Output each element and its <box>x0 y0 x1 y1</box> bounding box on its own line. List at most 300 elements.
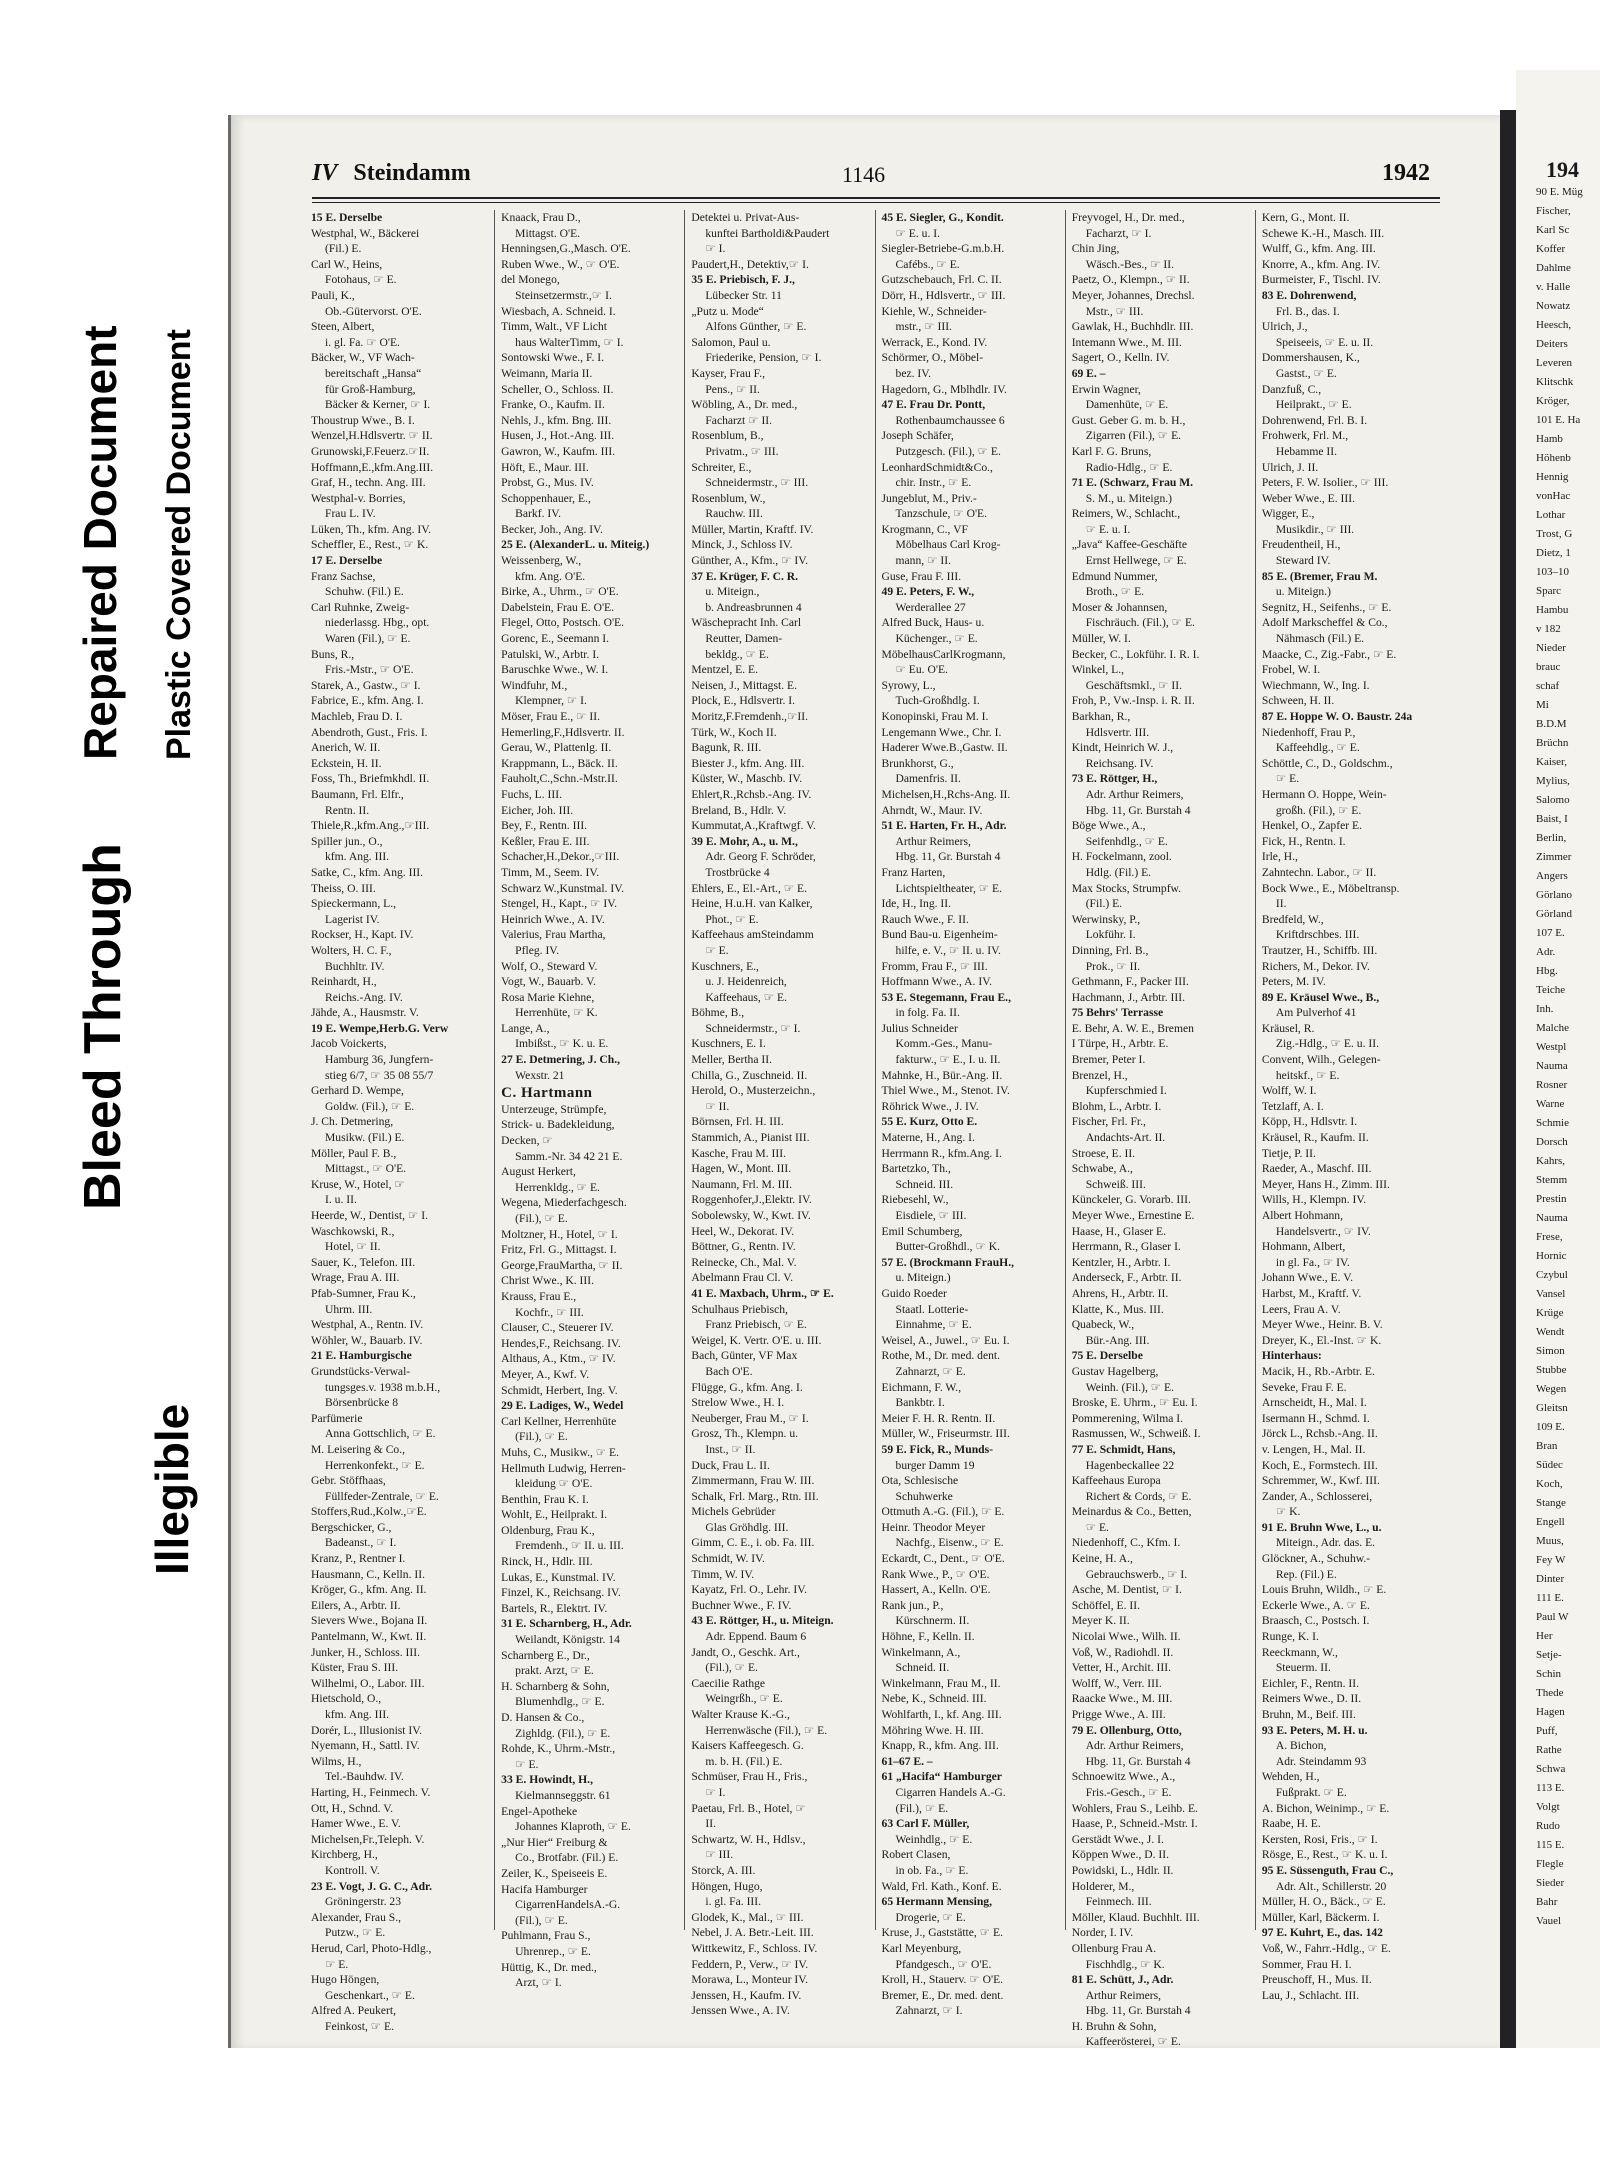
directory-entry: Spiller jun., O., <box>311 834 383 848</box>
directory-entry: Hoffmann Wwe., A. IV. <box>881 975 992 989</box>
directory-entry: Hebamme II. <box>1275 444 1338 458</box>
directory-entry: Kummutat,A.,Kraftwgf. V. <box>691 819 816 833</box>
directory-entry: Schnoewitz Wwe., A., <box>1071 1770 1176 1784</box>
neighbor-line: Prestin <box>1536 1193 1567 1205</box>
directory-entry: Krauss, Frau E., <box>501 1289 577 1303</box>
directory-entry: Trostbrücke 4 <box>705 865 770 879</box>
directory-entry: Dorér, L., Illusionist IV. <box>311 1723 423 1737</box>
directory-entry: Richers, M., Dekor. IV. <box>1261 959 1370 973</box>
house-number-entry: 29 E. Ladiges, W., Wedel <box>501 1399 624 1413</box>
directory-entry: A. Bichon, Weinimp., ☞ E. <box>1261 1801 1390 1815</box>
directory-entry: Steinsetzermstr.,☞ I. <box>515 288 612 302</box>
directory-entry: Buchhltr. IV. <box>325 959 385 973</box>
neighbor-line: Flegle <box>1536 1858 1564 1870</box>
directory-entry: Fischer, Frl. Fr., <box>1071 1115 1146 1129</box>
directory-entry: Rank Wwe., P., ☞ O'E. <box>881 1567 990 1581</box>
directory-entry: Puhlmann, Frau S., <box>501 1929 591 1943</box>
directory-entry: Tel.-Bauhdw. IV. <box>325 1770 404 1784</box>
directory-entry: Moser & Johannsen, <box>1071 600 1168 614</box>
directory-entry: Wiechmann, W., Ing. I. <box>1261 678 1370 692</box>
directory-entry: Rauch Wwe., F. II. <box>881 912 969 926</box>
directory-entry: Meyer Wwe., Ernestine E. <box>1071 1209 1195 1222</box>
neighbor-line: Teiche <box>1536 984 1566 996</box>
directory-entry: Lüken, Th., kfm. Ang. IV. <box>311 522 432 536</box>
directory-entry: Schweiß. III. <box>1085 1177 1146 1191</box>
directory-entry: Richert & Cords, ☞ E. <box>1085 1489 1192 1503</box>
directory-entry: Danzfuß, C., <box>1261 382 1322 396</box>
directory-entry: Badeanst., ☞ I. <box>325 1536 397 1550</box>
directory-entry: Birke, A., Uhrm., ☞ O'E. <box>501 585 619 599</box>
directory-entry: Gebr. Stöffhaas, <box>311 1474 386 1488</box>
directory-entry: Freyvogel, H., Dr. med., <box>1071 211 1185 224</box>
directory-entry: Guse, Frau F. III. <box>881 569 962 583</box>
directory-entry: Steen, Albert, <box>311 320 375 334</box>
directory-entry: Michelsen,H.,Rchs-Ang. II. <box>881 787 1011 801</box>
directory-entry: Weimann, Maria II. <box>501 366 593 380</box>
directory-entry: Heinrich Wwe., A. IV. <box>501 912 605 926</box>
directory-entry: Tietje, P. II. <box>1261 1146 1316 1160</box>
directory-entry: Powidski, L., Hdlr. II. <box>1071 1863 1174 1877</box>
directory-entry: Voß, W., Radiohdl. II. <box>1071 1645 1174 1659</box>
directory-entry: Eisdiele, ☞ III. <box>895 1209 967 1222</box>
directory-entry: prakt. Arzt, ☞ E. <box>515 1664 594 1678</box>
directory-entry: Storck, A. III. <box>691 1863 756 1877</box>
directory-entry: Vetter, H., Archit. III. <box>1071 1661 1172 1675</box>
house-number-entry: 43 E. Röttger, H., u. Miteign. <box>691 1614 834 1628</box>
neighbor-line: Malche <box>1536 1022 1569 1034</box>
directory-entry: Rinck, H., Hdlr. III. <box>501 1555 593 1569</box>
neighbor-line: Dahlme <box>1536 262 1571 274</box>
directory-entry: Holderer, M., <box>1071 1879 1135 1893</box>
directory-entry: Raacke Wwe., M. III. <box>1071 1692 1173 1706</box>
directory-entry: Alfred Buck, Haus- u. <box>881 616 985 630</box>
directory-entry: Pfandgesch., ☞ O'E. <box>895 1957 992 1971</box>
neighbor-line: Salomo <box>1536 794 1570 806</box>
directory-entry: ☞ Eu. O'E. <box>895 663 948 677</box>
directory-entry: Gawlak, H., Buchhdlr. III. <box>1071 320 1194 334</box>
directory-entry: kleidung ☞ O'E. <box>515 1477 593 1491</box>
directory-columns <box>305 210 1445 2049</box>
neighbor-line: Brüchn <box>1536 737 1569 749</box>
neighbor-line: 107 E. <box>1536 927 1565 939</box>
directory-entry: Möller, Klaud. Buchhlt. III. <box>1071 1910 1200 1924</box>
directory-entry: (Fil.), ☞ E. <box>705 1661 758 1675</box>
neighbor-line: Gleitsn <box>1536 1402 1568 1414</box>
directory-entry: Hagenbeckallee 22 <box>1085 1458 1175 1472</box>
directory-entry: Wohlt, E., Heilprakt. I. <box>501 1508 608 1522</box>
directory-entry: Lange, A., <box>501 1021 550 1035</box>
directory-entry: Herrenkonfekt., ☞ E. <box>325 1458 425 1472</box>
book-gutter <box>1500 110 1516 2055</box>
directory-entry: Guido Roeder <box>881 1286 947 1300</box>
directory-entry: Radio-Hdlg., ☞ E. <box>1085 460 1173 474</box>
neighbor-line: Sieder <box>1536 1877 1565 1889</box>
directory-entry: Jungeblut, M., Priv.- <box>881 491 977 505</box>
directory-entry: Franke, O., Kaufm. II. <box>501 398 605 412</box>
directory-entry: Adr. Georg F. Schröder, <box>705 850 816 864</box>
directory-entry: Fauholt,C.,Schn.-Mstr.II. <box>501 772 618 786</box>
directory-entry: Gutzschebauch, Frl. C. II. <box>881 273 1002 287</box>
directory-entry: Pommerening, Wilma I. <box>1071 1411 1184 1425</box>
directory-entry: Hemerling,F.,Hdlsvertr. II. <box>501 725 625 739</box>
directory-entry: Heinr. Theodor Meyer <box>881 1520 986 1534</box>
directory-entry: Julius Schneider <box>881 1021 958 1035</box>
neighbor-line: Görlano <box>1536 889 1573 901</box>
directory-entry: Hbg. 11, Gr. Burstah 4 <box>1085 2004 1191 2018</box>
directory-entry: Neuberger, Frau M., ☞ I. <box>691 1411 809 1425</box>
neighbor-line: Paul W <box>1536 1611 1569 1623</box>
directory-entry: Windfuhr, M., <box>501 678 568 692</box>
directory-entry: George,FrauMartha, ☞ II. <box>501 1258 623 1272</box>
directory-entry: Sobolewsky, W., Kwt. IV. <box>691 1209 811 1222</box>
tag-illegible: Illegible <box>146 1403 198 1575</box>
directory-entry: Kern, G., Mont. II. <box>1261 211 1350 224</box>
neighbor-line: Vauel <box>1536 1915 1562 1927</box>
directory-entry: Bäcker, W., VF Wach- <box>311 351 415 365</box>
house-number-entry: 17 E. Derselbe <box>311 554 383 568</box>
house-number-entry: 65 Hermann Mensing, <box>881 1895 992 1909</box>
directory-entry: Barkhan, R., <box>1071 710 1131 723</box>
directory-entry: Einnahme, ☞ E. <box>895 1318 972 1332</box>
directory-entry: Kroll, H., Stauerv. ☞ O'E. <box>881 1973 1004 1987</box>
directory-entry: Haase, H., Glaser E. <box>1071 1224 1167 1238</box>
neighbor-line: Schmie <box>1536 1117 1569 1129</box>
house-number-entry: 37 E. Krüger, F. C. R. <box>691 569 799 583</box>
directory-entry: Lübecker Str. 11 <box>705 288 782 302</box>
directory-entry: Höhne, F., Kelln. II. <box>881 1630 975 1644</box>
directory-entry: Thiel Wwe., M., Stenot. IV. <box>881 1084 1010 1098</box>
directory-entry: burger Damm 19 <box>895 1458 975 1472</box>
directory-entry: Morawa, L., Monteur IV. <box>691 1973 809 1987</box>
directory-entry: Preuschoff, H., Mus. II. <box>1261 1973 1372 1987</box>
neighbor-line: brauc <box>1536 661 1561 673</box>
directory-entry: Jörck L., Rchsb.-Ang. II. <box>1261 1427 1378 1441</box>
directory-entry: Paetau, Frl. B., Hotel, ☞ <box>691 1801 806 1815</box>
directory-entry: Kriftdrschbes. III. <box>1275 928 1360 942</box>
directory-entry: Schremmer, W., Kwf. III. <box>1261 1474 1380 1488</box>
directory-entry: Henningsen,G.,Masch. O'E. <box>501 242 631 256</box>
directory-entry: Schmidt, Herbert, Ing. V. <box>501 1383 618 1397</box>
neighbor-line: Mi <box>1536 699 1549 711</box>
directory-entry: Tanzschule, ☞ O'E. <box>895 507 988 521</box>
directory-entry: Adr. Steindamm 93 <box>1275 1754 1367 1768</box>
neighbor-line: v 182 <box>1536 623 1561 635</box>
directory-entry: Müller, W., Friseurmstr. III. <box>881 1427 1010 1441</box>
directory-entry: Freudentheil, H., <box>1261 538 1341 552</box>
directory-entry: Rauchw. III. <box>705 507 763 521</box>
directory-entry: Zimmermann, Frau W. III. <box>691 1474 815 1488</box>
directory-entry: Strick- u. Badekleidung, <box>501 1118 615 1132</box>
directory-entry: ☞ E. <box>515 1757 539 1771</box>
directory-entry: Gust. Geber G. m. b. H., <box>1071 413 1186 427</box>
directory-entry: Frau L. IV. <box>325 507 376 521</box>
house-number-entry: C. Hartmann <box>501 1085 593 1102</box>
directory-entry: ☞ K. <box>1275 1505 1301 1519</box>
directory-entry: Flegel, Otto, Postsch. O'E. <box>501 616 625 630</box>
directory-entry: August Herkert, <box>501 1165 576 1179</box>
directory-entry: Zahnarzt, ☞ E. <box>895 1364 966 1378</box>
neighbor-line: Her <box>1536 1630 1553 1642</box>
directory-entry: ☞ E. <box>325 1957 349 1971</box>
directory-entry: Detektei u. Privat-Aus- <box>691 211 800 224</box>
directory-entry: Müller, Karl, Bäckerm. I. <box>1261 1910 1380 1924</box>
directory-entry: Dabelstein, Frau E. O'E. <box>501 600 615 614</box>
directory-entry: Rasmussen, W., Schweiß. I. <box>1071 1427 1201 1441</box>
neighbor-line: Höhenb <box>1536 452 1571 464</box>
directory-entry: Abendroth, Gust., Fris. I. <box>311 725 428 739</box>
directory-entry: Bagunk, R. III. <box>691 741 762 755</box>
directory-entry: Ehlert,R.,Rchsb.-Ang. IV. <box>691 787 812 801</box>
house-number-entry: 61–67 E. – <box>881 1754 933 1768</box>
directory-entry: Prok., ☞ II. <box>1085 959 1141 973</box>
directory-entry: Böhme, B., <box>691 1006 745 1020</box>
directory-entry: Salomon, Paul u. <box>691 335 771 349</box>
directory-entry: Hugo Höngen, <box>311 1973 380 1987</box>
directory-entry: Mstr., ☞ III. <box>1085 304 1144 318</box>
neighbor-line: 101 E. Ha <box>1536 414 1581 426</box>
directory-entry: in gl. Fa., ☞ IV. <box>1275 1255 1350 1269</box>
neighbor-line: Kahrs, <box>1536 1155 1566 1167</box>
column-1 <box>305 210 494 2033</box>
directory-entry: Butter-Großhdl., ☞ K. <box>895 1240 1001 1254</box>
directory-entry: Fritz, Frl. G., Mittagst. I. <box>501 1243 617 1257</box>
directory-entry: I Türpe, H., Arbtr. E. <box>1071 1037 1169 1051</box>
directory-entry: Braasch, C., Postsch. I. <box>1261 1614 1370 1628</box>
house-number-entry: 87 E. Hoppe W. O. Baustr. 24a <box>1261 710 1413 723</box>
neighbor-line: Koffer <box>1536 243 1566 255</box>
neighbor-line: Dietz, 1 <box>1536 547 1571 559</box>
neighbor-line: Hennig <box>1536 471 1569 483</box>
directory-entry: Staatl. Lotterie- <box>895 1302 969 1316</box>
directory-entry: Rosenblum, B., <box>691 429 764 443</box>
directory-entry: Naumann, Frl. M. III. <box>691 1177 793 1191</box>
directory-entry: Winkelmann, Frau M., II. <box>881 1676 1001 1690</box>
directory-entry: ☞ E. <box>1085 1520 1109 1534</box>
directory-entry: v. Lengen, H., Mal. II. <box>1261 1442 1366 1456</box>
directory-entry: Heel, W., Dekorat. IV. <box>691 1224 795 1238</box>
directory-entry: Wiesbach, A. Schneid. I. <box>501 304 616 318</box>
house-number-entry: 53 E. Stegemann, Frau E., <box>881 990 1011 1004</box>
directory-entry: Pens., ☞ II. <box>705 382 760 396</box>
directory-entry: Siegler-Betriebe-G.m.b.H. <box>881 242 1005 256</box>
directory-entry: Irle, H., <box>1261 850 1298 864</box>
directory-entry: Schneid. II. <box>895 1661 950 1675</box>
directory-entry: Adr. Alt., Schillerstr. 20 <box>1275 1879 1387 1893</box>
directory-entry: Schuhw. (Fil.) E. <box>325 585 404 599</box>
directory-entry: Plock, E., Hdlsvertr. I. <box>691 694 796 708</box>
directory-entry: (Fil.), ☞ E. <box>515 1212 568 1225</box>
directory-entry: Chilla, G., Zuschneid. II. <box>691 1068 808 1082</box>
street-name: Steindamm <box>353 160 471 186</box>
directory-entry: u. Miteign., <box>705 585 760 599</box>
neighbor-line: Wegen <box>1536 1383 1567 1395</box>
directory-entry: kfm. Ang. III. <box>325 850 390 864</box>
directory-entry: Kielmannseggstr. 61 <box>515 1788 611 1802</box>
directory-entry: Böge Wwe., A., <box>1071 819 1146 833</box>
neighbor-line: vonHac <box>1536 490 1571 502</box>
directory-entry: Imbißst., ☞ K. u. E. <box>515 1037 609 1051</box>
directory-entry: Stengel, H., Kapt., ☞ IV. <box>501 897 617 911</box>
directory-entry: MöbelhausCarlKrogmann, <box>881 647 1006 661</box>
directory-year: 1942 <box>1382 160 1430 186</box>
directory-entry: Zahnarzt, ☞ I. <box>895 2004 963 2018</box>
house-number-entry: 21 E. Hamburgische <box>311 1349 412 1363</box>
directory-entry: Schmüser, Frau H., Fris., <box>691 1770 808 1784</box>
neighbor-line: Trost, G <box>1536 528 1573 540</box>
directory-entry: Becker, Joh., Ang. IV. <box>501 522 603 536</box>
page-bottom-margin <box>0 2048 1600 2177</box>
directory-entry: Wöhler, W., Bauarb. IV. <box>311 1333 423 1347</box>
directory-entry: Bremer, Peter I. <box>1071 1053 1146 1067</box>
directory-entry: Hamburg 36, Jungfern- <box>325 1053 434 1067</box>
directory-entry: u. J. Heidenreich, <box>705 975 787 989</box>
directory-entry: Kochfr., ☞ III. <box>515 1305 584 1319</box>
directory-entry: Timm, W. IV. <box>691 1567 755 1581</box>
neighbor-line: 113 E. <box>1536 1782 1565 1794</box>
directory-entry: Lokführ. I. <box>1085 928 1136 942</box>
directory-entry: Kaffeerösterei, ☞ E. <box>1085 2035 1181 2049</box>
neighbor-line: Görland <box>1536 908 1573 920</box>
directory-entry: Neisen, J., Mittagst. E. <box>691 678 797 692</box>
directory-entry: Thoustrup Wwe., B. I. <box>311 413 415 427</box>
directory-entry: Börsenbrücke 8 <box>325 1396 399 1410</box>
directory-entry: Krogmann, C., VF <box>881 522 968 536</box>
directory-entry: Albert Hohmann, <box>1261 1209 1343 1222</box>
neighbor-line: Schin <box>1536 1668 1562 1680</box>
directory-entry: „Java“ Kaffee-Geschäfte <box>1071 538 1188 552</box>
neighbor-line: Bahr <box>1536 1896 1558 1908</box>
directory-entry: Schulhaus Priebisch, <box>691 1302 788 1316</box>
column-2 <box>494 210 684 1990</box>
directory-entry: Graf, H., techn. Ang. III. <box>311 476 426 490</box>
directory-entry: Fick, H., Rentn. I. <box>1261 834 1346 848</box>
directory-entry: Ahrens, H., Arbtr. II. <box>1071 1286 1169 1300</box>
directory-entry: (Fil.) E. <box>1085 897 1123 911</box>
directory-entry: I. u. II. <box>325 1193 357 1207</box>
house-number-entry: 51 E. Harten, Fr. H., Adr. <box>881 819 1007 833</box>
directory-entry: Bredfeld, W., <box>1261 912 1324 926</box>
directory-entry: Weisel, A., Juwel., ☞ Eu. I. <box>881 1333 1010 1347</box>
directory-entry: Thiele,R.,kfm.Ang.,☞III. <box>311 819 430 833</box>
house-number-entry: 19 E. Wempe,Herb.G. Verw <box>311 1021 449 1035</box>
directory-entry: Hohmann, Albert, <box>1261 1240 1346 1254</box>
directory-entry: Arzt, ☞ I. <box>515 1976 562 1990</box>
tag-plastic-covered: Plastic Covered Document <box>160 329 198 760</box>
directory-entry: Bach O'E. <box>705 1364 753 1378</box>
directory-entry: Höngen, Hugo, <box>691 1879 763 1893</box>
directory-entry: Barkf. IV. <box>515 507 562 521</box>
directory-entry: Wigger, E., <box>1261 507 1315 521</box>
directory-entry: Herrenkldg., ☞ E. <box>515 1180 600 1194</box>
directory-entry: Isermann H., Schmd. I. <box>1261 1411 1370 1425</box>
directory-entry: Fotohaus, ☞ E. <box>325 273 397 287</box>
directory-entry: Kuschners, E. I. <box>691 1037 766 1051</box>
directory-entry: Probst, G., Mus. IV. <box>501 476 594 490</box>
directory-entry: Kupferschmied I. <box>1085 1084 1167 1098</box>
directory-entry: Foss, Th., Briefmkhdl. II. <box>311 772 430 786</box>
directory-entry: Samm.-Nr. 34 42 21 E. <box>515 1149 623 1163</box>
directory-entry: Ruben Wwe., W., ☞ O'E. <box>501 257 620 271</box>
directory-entry: Nyemann, H., Sattl. IV. <box>311 1739 420 1753</box>
directory-entry: Flügge, G., kfm. Ang. I. <box>691 1380 803 1394</box>
directory-entry: Böttner, G., Rentn. IV. <box>691 1240 796 1254</box>
house-number-entry: 47 E. Frau Dr. Pontt, <box>881 398 986 412</box>
neighbor-line: Thede <box>1536 1687 1564 1699</box>
directory-entry: Schoppenhauer, E., <box>501 491 591 505</box>
directory-entry: Ollenburg Frau A. <box>1071 1941 1157 1955</box>
directory-entry: Kersten, Rosi, Fris., ☞ I. <box>1261 1832 1378 1846</box>
directory-entry: Bartels, R., Elektrt. IV. <box>501 1601 608 1615</box>
neighbor-line: Berlin, <box>1536 832 1567 844</box>
directory-entry: Hendes,F., Reichsang. IV. <box>501 1336 621 1350</box>
directory-entry: Hdlg. (Fil.) E. <box>1085 865 1152 879</box>
directory-entry: Mittagst. O'E. <box>515 226 581 240</box>
directory-entry: Scheffler, E., Rest., ☞ K. <box>311 538 429 552</box>
directory-entry: Kasche, Frau M. III. <box>691 1146 786 1160</box>
directory-entry: Fuchs, L. III. <box>501 787 563 801</box>
directory-entry: Bergschicker, G., <box>311 1520 392 1534</box>
directory-entry: Harbst, M., Kraftf. V. <box>1261 1286 1362 1300</box>
directory-entry: Arnscheidt, H., Mal. I. <box>1261 1396 1367 1410</box>
directory-entry: „Nur Hier“ Freiburg & <box>501 1835 608 1849</box>
directory-entry: Köppen Wwe., D. II. <box>1071 1848 1170 1862</box>
directory-entry: Machleb, Frau D. I. <box>311 710 403 723</box>
directory-entry: kunftei Bartholdi&Paudert <box>705 226 830 240</box>
directory-entry: Moltzner, H., Hotel, ☞ I. <box>501 1227 618 1241</box>
directory-entry: Patulski, W., Arbtr. I. <box>501 647 600 661</box>
directory-entry: Jandt, O., Geschk. Art., <box>691 1645 800 1659</box>
directory-entry: Winkel, L., <box>1071 663 1125 677</box>
directory-entry: Westphal, A., Rentn. IV. <box>311 1318 424 1332</box>
directory-entry: Kaisers Kaffeegesch. G. <box>691 1739 804 1753</box>
directory-entry: Engel-Apotheke <box>501 1804 578 1818</box>
directory-entry: hilfe, e. V., ☞ II. u. IV. <box>895 943 1001 957</box>
neighbor-line: Krüge <box>1536 1307 1564 1319</box>
directory-entry: Paetz, O., Klempn., ☞ II. <box>1071 273 1190 287</box>
directory-entry: II. <box>705 1817 716 1831</box>
directory-entry: bereitschaft „Hansa“ <box>325 366 422 380</box>
directory-entry: Lengemann Wwe., Chr. I. <box>881 725 1002 739</box>
directory-entry: Hermann O. Hoppe, Wein- <box>1261 787 1387 801</box>
directory-entry: ☞ E. u. I. <box>1085 522 1131 536</box>
directory-entry: Adr. Arthur Reimers, <box>1085 1739 1184 1753</box>
directory-entry: ☞ II. <box>705 1099 730 1113</box>
house-number-entry: 39 E. Mohr, A., u. M., <box>691 834 798 848</box>
directory-entry: Wolff, W., Verr. III. <box>1071 1676 1162 1690</box>
directory-entry: Fromm, Frau F., ☞ III. <box>881 959 988 973</box>
directory-entry: Weilandt, Königstr. 14 <box>515 1633 620 1647</box>
house-number-entry: 41 E. Maxbach, Uhrm., ☞ E. <box>691 1286 834 1300</box>
directory-entry: Fischhdlg., ☞ K. <box>1085 1957 1165 1971</box>
directory-entry: Pantelmann, W., Kwt. II. <box>311 1630 427 1644</box>
column-4 <box>875 210 1065 2018</box>
directory-entry: Syrowy, L., <box>881 678 936 692</box>
directory-entry: kfm. Ang. III. <box>325 1708 390 1721</box>
directory-entry: Herrenwäsche (Fil.), ☞ E. <box>705 1723 828 1737</box>
directory-entry: Putzgesch. (Fil.), ☞ E. <box>895 444 1001 458</box>
directory-entry: Feinmech. III. <box>1085 1895 1152 1909</box>
directory-entry: Kaffeehaus Europa <box>1071 1474 1161 1488</box>
directory-entry: Robert Clasen, <box>881 1848 951 1862</box>
directory-entry: Spieckermann, L., <box>311 897 396 911</box>
directory-entry: Seifenhdlg., ☞ E. <box>1085 834 1168 848</box>
directory-entry: Duck, Frau L. II. <box>691 1458 770 1472</box>
directory-entry: (Fil.), ☞ E. <box>515 1430 568 1444</box>
directory-entry: Uhrm. III. <box>325 1302 373 1316</box>
directory-entry: Westphal, W., Bäckerei <box>311 226 420 240</box>
directory-entry: Wöbling, A., Dr. med., <box>691 398 798 412</box>
directory-entry: Hausmann, C., Kelln. II. <box>311 1567 425 1581</box>
